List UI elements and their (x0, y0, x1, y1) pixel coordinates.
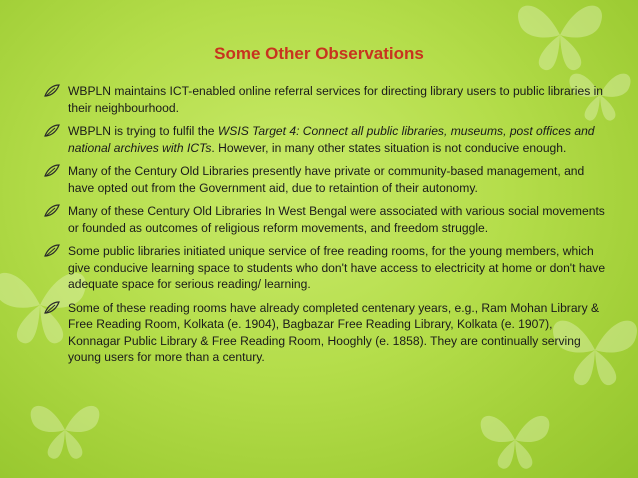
leaf-bullet-icon (44, 124, 60, 138)
butterfly-icon (20, 390, 110, 470)
bullet-text: WBPLN maintains ICT-enabled online referral services for directing library users to public libraries in their neighbourhood. (68, 84, 604, 115)
bullet-text: . However, in many other states situation is not conducive enough. (211, 140, 567, 155)
leaf-bullet-icon (44, 84, 60, 98)
bullet-item (44, 83, 606, 116)
bullet-item (44, 243, 606, 293)
bullet-item (44, 163, 606, 196)
bullet-list (44, 83, 606, 373)
bullet-text-italic: WSIS Target 4: Connect all public libraries, museums, post offices and national archives with ICTs (68, 124, 595, 155)
leaf-bullet-icon (44, 244, 60, 258)
bullet-text: Many of these Century Old Libraries In West Bengal were associated with various social movements or founded as outcomes of religious reform movements, and freedom struggle. (68, 204, 605, 235)
bullet-item (44, 203, 606, 236)
bullet-text: WBPLN is trying to fulfil the (68, 124, 218, 138)
slide-title: Some Other Observations (214, 44, 424, 63)
leaf-bullet-icon (44, 204, 60, 218)
bullet-text: Many of the Century Old Libraries presently have private or community-based management, and have opted out from the Government aid, due to retaintion of their autonomy. (68, 164, 585, 195)
bullet-item (44, 123, 606, 156)
leaf-bullet-icon (44, 301, 60, 315)
bullet-text: Some of these reading rooms have already completed centenary years, e.g., Ram Mohan Library & Free Reading Room, Kolkata (e. 1904), Bagbazar Free Reading Library, Kolkata (e. 1907), Konnagar Public Library & Free Reading Room, Hooghly (e. 1858). They are continually serving young users for more than a century. (68, 300, 600, 364)
leaf-bullet-icon (44, 164, 60, 178)
bullet-text: Some public libraries initiated unique service of free reading rooms, for the young members, which give conducive learning space to students who don't have access to electricity at home or don't have adequate space for serious reading/ learning. (68, 244, 606, 291)
bullet-item (44, 300, 606, 366)
butterfly-icon (470, 400, 560, 478)
